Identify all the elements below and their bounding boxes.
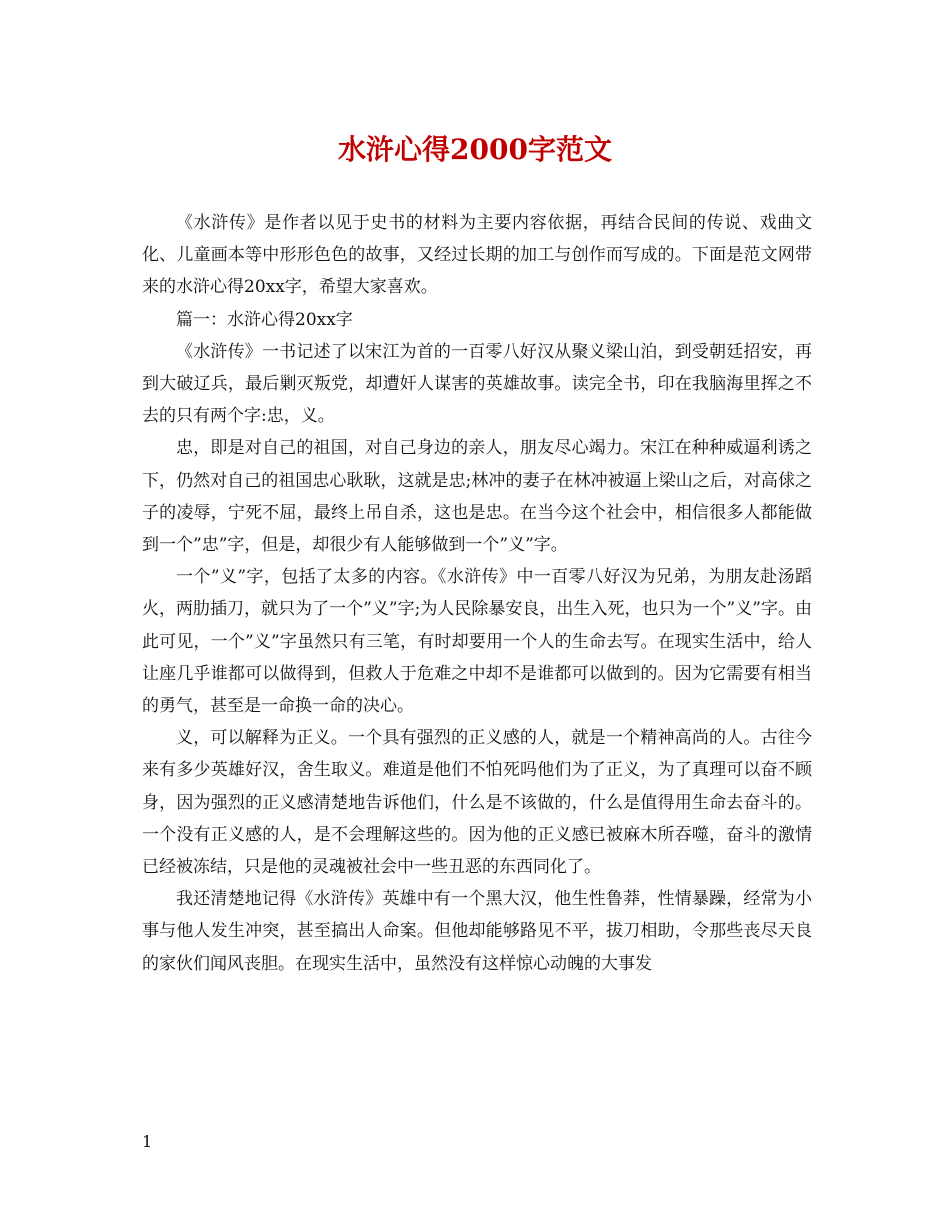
section-heading: 篇一：水浒心得20xx字 bbox=[176, 309, 353, 330]
paragraph-summary: 《水浒传》一书记述了以宋江为首的一百零八好汉从聚义梁山泊，到受朝廷招安，再到大破辽兵，最后剿灭叛党，却遭奸人谋害的英雄故事。读完全书，印在我脑海里挥之不去的只有两个字:忠，义。 bbox=[142, 341, 812, 427]
paragraph-righteousness: 一个”义”字，包括了太多的内容。《水浒传》中一百零八好汉为兄弟，为朋友赴汤蹈火，两肋插刀，就只为了一个”义”字;为人民除暴安良，出生入死，也只为一个”义”字。由此可见，一个”义”字虽然只有三笔，有时却要用一个人的生命去写。在现实生活中，给人让座几乎谁都可以做得到，但救人于危难之中却不是谁都可以做到的。因为它需要有相当的勇气，甚至是一命换一命的决心。 bbox=[142, 567, 812, 717]
paragraph-intro: 《水浒传》是作者以见于史书的材料为主要内容依据，再结合民间的传说、戏曲文化、儿童画本等中形形色色的故事，又经过长期的加工与创作而写成的。下面是范文网带来的水浒心得20xx字，希望大家喜欢。 bbox=[142, 213, 812, 298]
paragraph-loyalty: 忠，即是对自己的祖国，对自己身边的亲人，朋友尽心竭力。宋江在种种威逼利诱之下，仍然对自己的祖国忠心耿耿，这就是忠;林冲的妻子在林冲被逼上梁山之后，对高俅之子的凌辱，宁死不屈，最终上吊自杀，这也是忠。在当今这个社会中，相信很多人都能做到一个”忠”字，但是，却很少有人能够做到一个”义”字。 bbox=[142, 438, 812, 556]
paragraph-hero: 我还清楚地记得《水浒传》英雄中有一个黑大汉，他生性鲁莽，性情暴躁，经常为小事与他人发生冲突，甚至搞出人命案。但他却能够路见不平，拔刀相助，令那些丧尽天良的家伙们闻风丧胆。在现实生活中，虽然没有这样惊心动魄的大事发 bbox=[142, 889, 812, 974]
document-title: 水浒心得2000字范文 bbox=[338, 133, 612, 166]
document-body bbox=[142, 207, 812, 980]
page-number: 1 bbox=[142, 1132, 153, 1151]
paragraph-justice: 义，可以解释为正义。一个具有强烈的正义感的人，就是一个精神高尚的人。古往今来有多少英雄好汉，舍生取义。难道是他们不怕死吗他们为了正义，为了真理可以奋不顾身，因为强烈的正义感清楚地告诉他们，什么是不该做的，什么是值得用生命去奋斗的。一个没有正义感的人，是不会理解这些的。因为他的正义感已被麻木所吞噬，奋斗的激情已经被冻结，只是他的灵魂被社会中一些丑恶的东西同化了。 bbox=[142, 728, 812, 878]
